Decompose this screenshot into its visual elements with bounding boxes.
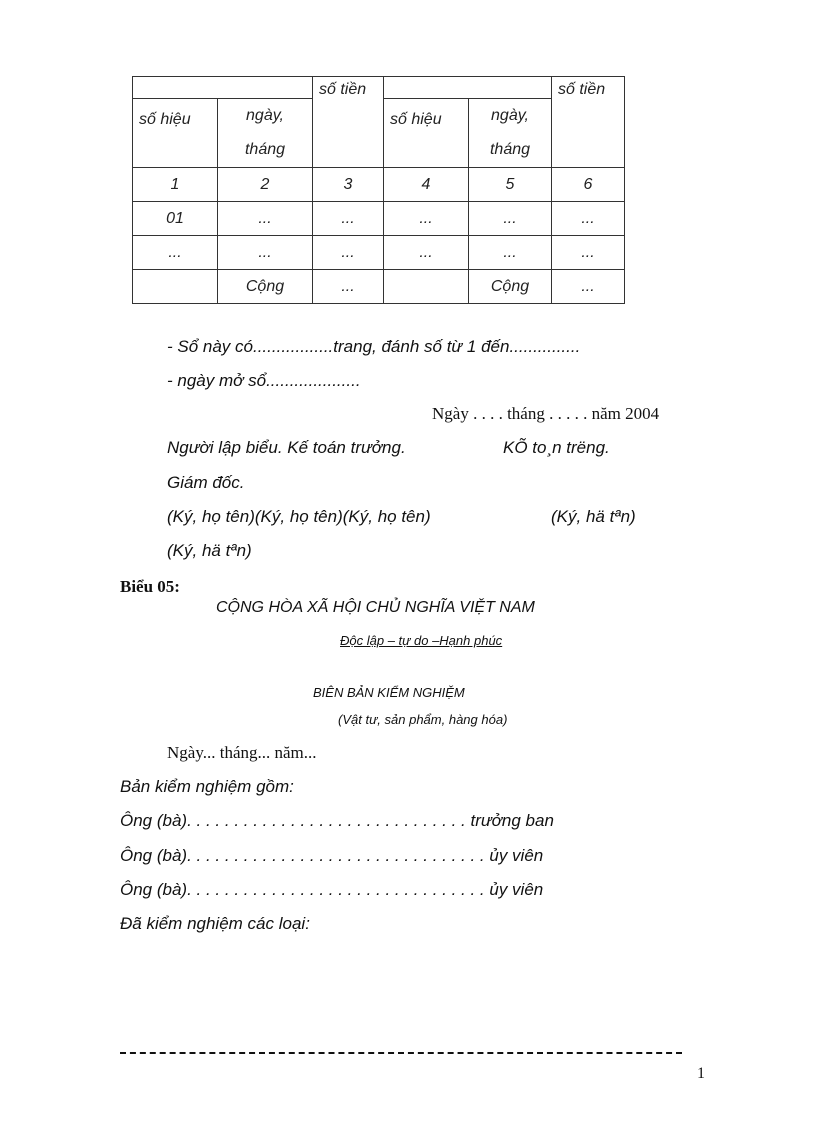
table-cell: ... <box>469 202 552 236</box>
header-so-tien-2: số tiền <box>552 77 625 168</box>
table-cell <box>384 270 469 304</box>
header-group-2 <box>384 77 552 99</box>
col-number: 1 <box>133 168 218 202</box>
total-label: Cộng <box>469 270 552 304</box>
signature-placeholder: (Ký, hä tªn) <box>551 507 636 526</box>
table-cell: ... <box>552 236 625 270</box>
committee-intro: Bản kiểm nghiệm gồm: <box>120 777 294 796</box>
committee-member: Ông (bà). . . . . . . . . . . . . . . . . . . . . . . . . . . . . . . . ủy viên <box>120 846 544 865</box>
motto: Độc lập – tự do –Hạnh phúc <box>340 633 503 648</box>
total-label: Cộng <box>218 270 313 304</box>
form-date: Ngày... tháng... năm... <box>167 743 317 762</box>
table-cell: ... <box>218 202 313 236</box>
page-number: 1 <box>697 1065 705 1082</box>
col-number: 4 <box>384 168 469 202</box>
table-cell: ... <box>384 236 469 270</box>
table-cell: ... <box>552 270 625 304</box>
committee-member: Ông (bà). . . . . . . . . . . . . . . . . . . . . . . . . . . . . . trưởng ban <box>120 811 554 830</box>
table-cell: ... <box>313 202 384 236</box>
table-row <box>133 236 625 270</box>
table-cell: ... <box>313 270 384 304</box>
header-group-1 <box>133 77 313 99</box>
footer-divider <box>120 1052 682 1054</box>
table-cell: ... <box>313 236 384 270</box>
table-row <box>133 202 625 236</box>
table-cell <box>133 270 218 304</box>
col-number: 3 <box>313 168 384 202</box>
col-ngay-thang-1: ngày, tháng <box>218 99 313 168</box>
header-so-tien-1: số tiền <box>313 77 384 168</box>
table-cell: 01 <box>133 202 218 236</box>
date-line: Ngày . . . . tháng . . . . . năm 2004 <box>432 404 660 423</box>
nation-heading: CỘNG HÒA XÃ HỘI CHỦ NGHĨA VIỆT NAM <box>216 599 535 616</box>
col-so-hieu-2: số hiệu <box>384 99 469 168</box>
table-cell: ... <box>384 202 469 236</box>
table-row-total <box>133 270 625 304</box>
committee-member: Ông (bà). . . . . . . . . . . . . . . . . . . . . . . . . . . . . . . . ủy viên <box>120 880 544 899</box>
table-cell: ... <box>469 236 552 270</box>
ledger-table <box>132 76 625 304</box>
table-cell: ... <box>552 202 625 236</box>
col-number: 5 <box>469 168 552 202</box>
form-label: Biểu 05: <box>120 577 180 596</box>
signature-placeholder: (Ký, hä tªn) <box>167 541 252 560</box>
col-so-hieu-1: số hiệu <box>133 99 218 168</box>
col-ngay-thang-2: ngày, tháng <box>469 99 552 168</box>
col-number: 6 <box>552 168 625 202</box>
table-cell: ... <box>133 236 218 270</box>
signer-director: Giám đốc. <box>167 473 245 492</box>
checked-items-label: Đã kiểm nghiệm các loại: <box>120 914 310 933</box>
col-number: 2 <box>218 168 313 202</box>
book-pages-line: - Sổ này có.................trang, đánh số từ 1 đến............... <box>167 337 581 356</box>
document-title: BIÊN BẢN KIỂM NGHIỆM <box>313 685 465 700</box>
book-open-date-line: - ngày mở sổ.................... <box>167 371 361 390</box>
signer-chief-accountant: KÕ to¸n trëng. <box>503 438 610 457</box>
document-subtitle: (Vật tư, sản phẩm, hàng hóa) <box>338 712 508 727</box>
signature-placeholders: (Ký, họ tên)(Ký, họ tên)(Ký, họ tên) <box>167 507 431 526</box>
table-cell: ... <box>218 236 313 270</box>
signer-titles: Người lập biểu. Kế toán trưởng. <box>167 438 406 457</box>
